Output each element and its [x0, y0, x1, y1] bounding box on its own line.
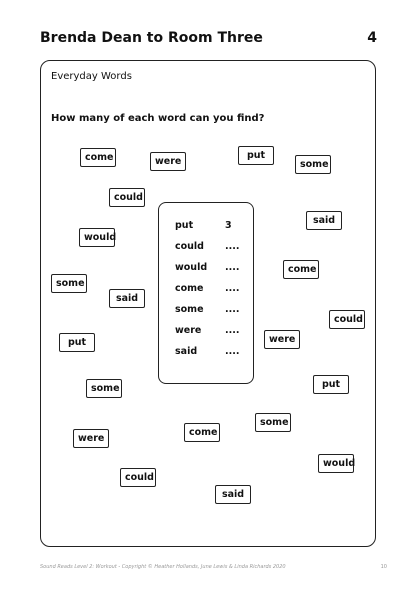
page-number: 4	[367, 30, 377, 46]
word-box: were	[73, 429, 109, 448]
word-box: put	[59, 333, 95, 352]
word-box: some	[295, 155, 331, 174]
tally-word: come	[175, 283, 204, 294]
tally-row	[175, 325, 245, 339]
word-box: were	[150, 152, 186, 171]
tally-row	[175, 346, 245, 360]
word-box: come	[80, 148, 116, 167]
tally-row	[175, 304, 245, 318]
tally-row	[175, 262, 245, 276]
tally-row	[175, 283, 245, 297]
tally-count[interactable]: ....	[225, 304, 240, 315]
tally-count[interactable]: 3	[225, 220, 232, 231]
tally-word: some	[175, 304, 204, 315]
tally-count[interactable]: ....	[225, 346, 240, 357]
tally-word: were	[175, 325, 202, 336]
word-box: come	[184, 423, 220, 442]
word-box: some	[51, 274, 87, 293]
word-box: put	[313, 375, 349, 394]
section-title: Everyday Words	[51, 71, 132, 82]
word-box: some	[255, 413, 291, 432]
word-box: said	[306, 211, 342, 230]
page-title: Brenda Dean to Room Three	[40, 30, 263, 46]
word-box: could	[109, 188, 145, 207]
tally-row	[175, 241, 245, 255]
word-box: would	[318, 454, 354, 473]
footer-page-number: 10	[380, 564, 387, 570]
tally-word: put	[175, 220, 194, 231]
tally-word: could	[175, 241, 204, 252]
word-box: some	[86, 379, 122, 398]
word-box: would	[79, 228, 115, 247]
word-box: come	[283, 260, 319, 279]
tally-row	[175, 220, 245, 234]
tally-count[interactable]: ....	[225, 283, 240, 294]
word-box: were	[264, 330, 300, 349]
copyright-footer: Sound Reads Level 2: Workout - Copyright © Heather Hollands, June Lewis & Linda Richards 2020	[40, 564, 286, 570]
word-box: said	[109, 289, 145, 308]
tally-count[interactable]: ....	[225, 241, 240, 252]
tally-count[interactable]: ....	[225, 262, 240, 273]
word-box: could	[329, 310, 365, 329]
word-box: said	[215, 485, 251, 504]
tally-word: said	[175, 346, 198, 357]
word-box: put	[238, 146, 274, 165]
word-box: could	[120, 468, 156, 487]
question-text: How many of each word can you find?	[51, 113, 265, 124]
tally-count[interactable]: ....	[225, 325, 240, 336]
tally-word: would	[175, 262, 208, 273]
